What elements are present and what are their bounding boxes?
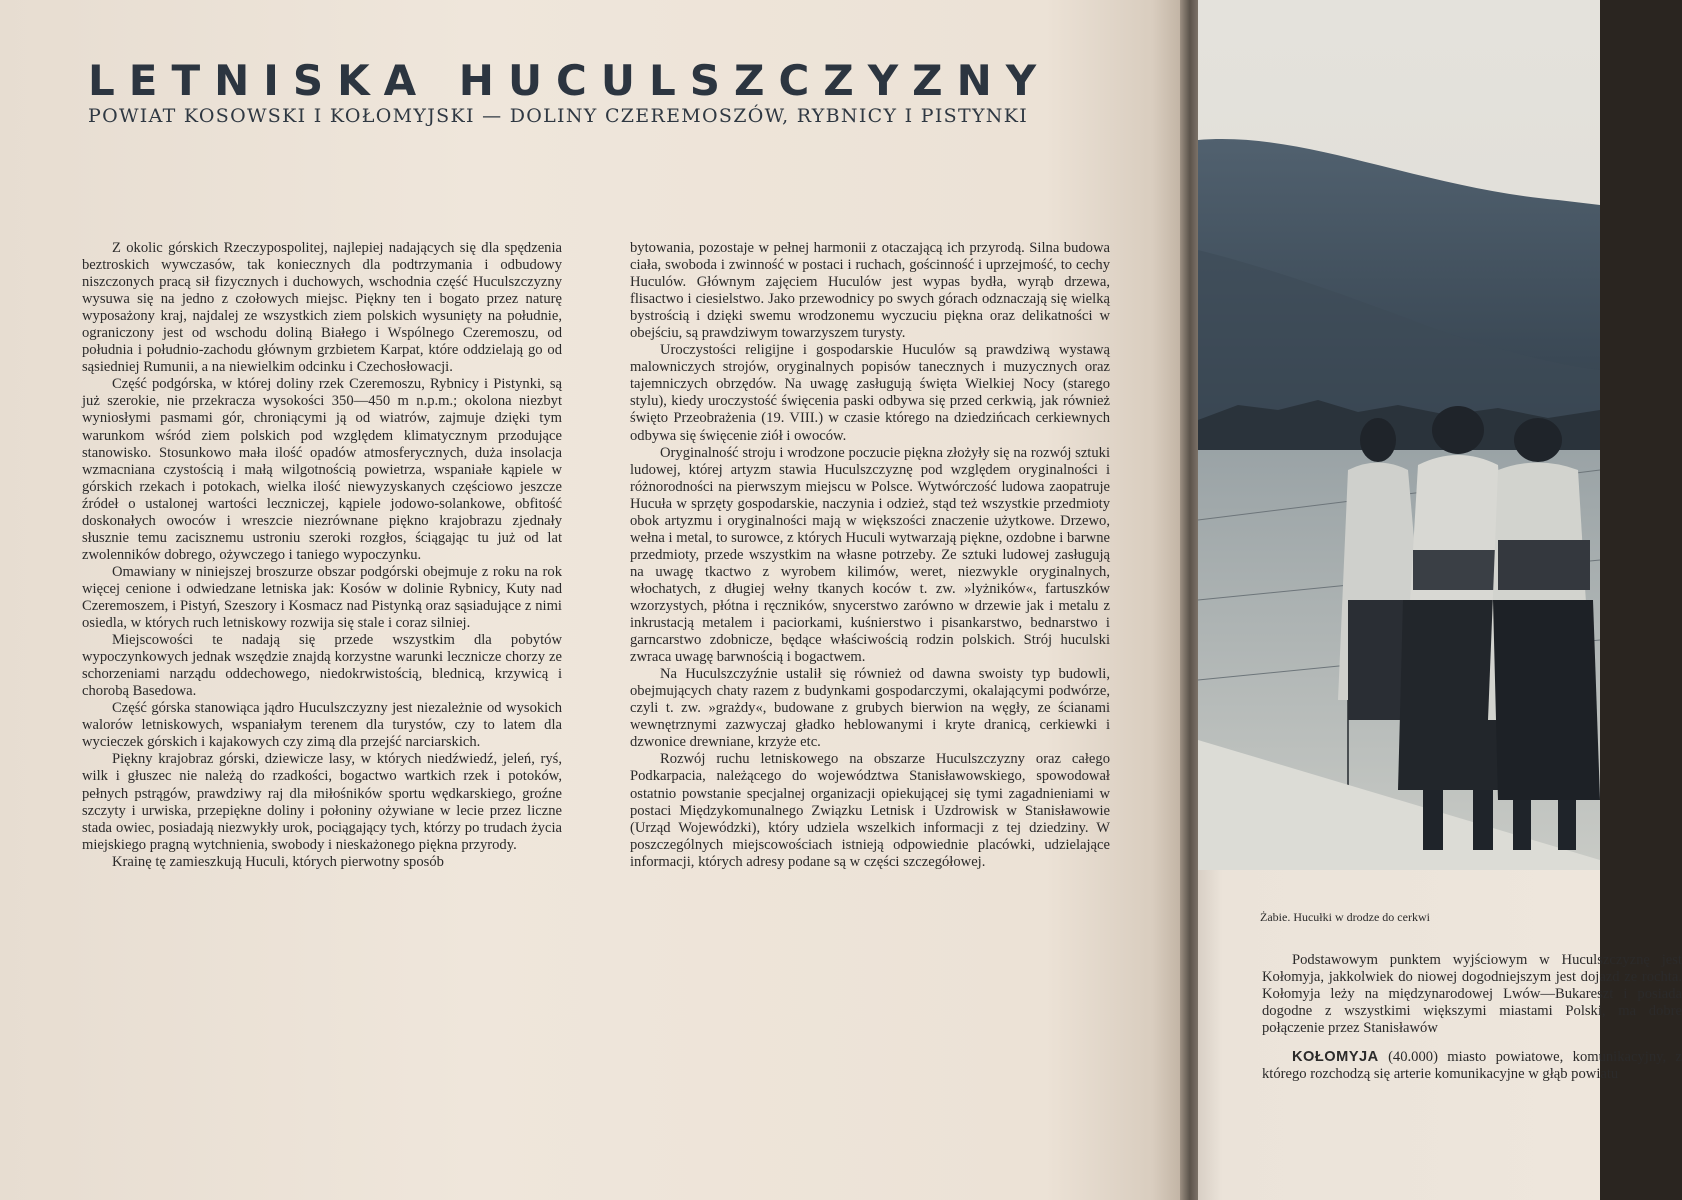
photo-hutsul-women <box>1198 0 1600 870</box>
paragraph: Część górska stanowiąca jądro Huculszczyzny jest niezależnie od wysokich walorów letniskowych, wspaniałym terenem dla turystów, czy to latem dla wycieczek górskich i kajakowych czy zimą dla przejść narciarskich. <box>82 700 562 751</box>
paragraph: Uroczystości religijne i gospodarskie Huculów są prawdziwą wystawą malowniczych strojów, oryginalnych popisów tanecznych i muzycznych oraz tajemniczych obrzędów. Na uwagę zasługują święta Wielkiej Nocy (starego stylu), kiedy uroczystość święcenia paski odbywa się przed cerkwią, jak również święto Przeobrażenia (19. VIII.) w czasie którego na dziedzińcach cerkiewnych odbywa się święcenie ziół i owoców. <box>630 342 1110 444</box>
paragraph: Omawiany w niniejszej broszurze obszar podgórski obejmuje z roku na rok więcej cenione i odwiedzane letniska jak: Kosów w dolinie Rybnicy, Kuty nad Czeremoszem, i Pistyń, Szeszory i Kosmacz nad Pistynką oraz sąsiadujące z nimi osiedla, w których ruch letniskowy rozwija się stale i coraz silniej. <box>82 563 562 632</box>
kolomyja-paragraph <box>1262 1049 1682 1083</box>
kolomyja-heading: KOŁOMYJA <box>1292 1049 1379 1066</box>
photo-caption: Żabie. Hucułki w drodze do cerkwi <box>1260 910 1430 924</box>
kolomyja-text: (40.000) miasto powiatowe, komunikacyjny, z którego rozchodzą się arterie komunikacyjne w głąb powiatu <box>1262 1049 1682 1083</box>
paragraph: Część podgórska, w której doliny rzek Czeremoszu, Rybnicy i Pistynki, są już szerokie, nie przekracza wysokości 350—450 m n.p.m.; okolona niezbyt wyniosłymi pasmami gór, chroniącymi ją od wiatrów, zajmuje dzięki tym warunkom wśród ziem polskich pod względem klimatycznym przodujące stanowisko. Stosunkowo mała ilość opadów atmosferycznych, duża insolacja wzmacniana czystością i małą wilgotnością powietrza, wspaniałe kąpiele w górskich rzekach i potokach, wielka ilość niewyzyskanych częściowo jeszcze źródeł o ustalonej wartości leczniczej, kąpiele jodowo-solankowe, obfitość doskonałych owoców i wreszcie niezrównane piękno krajobrazu zjednały słusznie temu zacisznemu ustroniu szeroki rozgłos, ściągając tu już od lat zwolenników dobrego, ożywczego i taniego wypoczynku. <box>82 376 562 563</box>
paragraph: Oryginalność stroju i wrodzone poczucie piękna złożyły się na rozwój sztuki ludowej, której artyzm stawia Huculszczyznę pod względem oryginalności i różnorodności na pierwszym miejscu w Polsce. Wytwórczość ludowa zaopatruje Hucuła w sprzęty gospodarskie, naczynia i odzież, stąd też wszystkie przedmioty obok artyzmu i oryginalności mają w większości znaczenie użytkowe. Drzewo, wełna i metal, to surowce, z których Huculi wytwarzają piękne, ozdobne i barwne przedmioty, przede wszystkim na własne potrzeby. Ze sztuki ludowej zasługują na uwagę tkactwo z wyrobem kilimów, weret, niezwykle oryginalnych, włochatych, z długiej wełny tkanych koców t. zw. »lyżników«, fartuszków wzorzystych, płótna i ręczników, snycerstwo zarówno w drzewie jak i metalu z inkrustacją metalem i paciorkami, kuśnierstwo i pisankarstwo, bednarstwo i garncarstwo zdobnicze, będące właściwością rodzin polskich. Strój huculski zwraca uwagę barwnością i bogactwem. <box>630 444 1110 666</box>
paragraph: Podstawowym punktem wyjściowym w Huculszczyznę jest Kołomyja, jakkolwiek do niowej dogodniejszym jest dojazd ze rochta. Kołomyja leży na międzynarodowej Lwów—Bukareszt i posiada dogodne z wszystkimi większymi miastami Polski, ma dobre połączenie przez Stanisławów <box>1262 952 1682 1037</box>
paragraph: Krainę tę zamieszkują Huculi, których pierwotny sposób <box>112 853 444 870</box>
paragraph: Rozwój ruchu letniskowego na obszarze Huculszczyzny oraz całego Podkarpacia, należącego do województwa Stanisławowskiego, spowodował ostatnio powstanie specjalnej organizacji opiekującej się tymi zagadnieniami w postaci Międzykomunalnego Związku Letnisk i Uzdrowisk w Stanisławowie (Urząd Wojewódzki), który udziela wszelkich informacji z tej dziedziny. W poszczególnych miejscowościach istnieją odpowiednie placówki, udzielające informacji, których adresy podane są w części szczegółowej. <box>630 751 1110 870</box>
paragraph: Z okolic górskich Rzeczypospolitej, najlepiej nadających się dla spędzenia beztroskich wywczasów, tak koniecznych dla podtrzymania i odbudowy niszczonych pracą sił fizycznych i duchowych, wschodnia część Huculszczyzny wysuwa się na jedno z czołowych miejsc. Piękny ten i bogato przez naturę wyposażony kraj, najdalej ze wszystkich ziem polskich wysunięty na południe, ograniczony jest od wschodu doliną Białego i Wspólnego Czeremoszu, od południa i południo-zachodu głównym grzbietem Karpat, które oddzielają go od sąsiedniej Rumunii, a na niewielkim odcinku i Czechosłowacji. <box>82 240 562 376</box>
right-page <box>1198 0 1682 1200</box>
paragraph: Piękny krajobraz górski, dziewicze lasy, w których niedźwiedź, jeleń, ryś, wilk i głuszec nie należą do rzadkości, bogactwo wartkich rzek i potoków, pełnych pstrągów, prawdziwy raj dla miłośników sportu wędkarskiego, groźne szczyty i urwiska, przepiękne doliny i połoniny ożywiane w lecie przez liczne stada owiec, posiadają niezwykły urok, pociągający tych, którzy po trudach życia miejskiego pragną wytchnienia, swobody i nieskażonego piękna przyrody. <box>82 751 562 853</box>
right-text-column <box>1262 952 1682 1083</box>
paragraph: Miejscowości te nadają się przede wszystkim dla pobytów wypoczynkowych jednak wszędzie znajdą korzystne warunki lecznicze chorzy ze schorzeniami narządu oddechowego, niedokrwistością, blednicą, krzywicą i chorobą Basedowa. <box>82 632 562 700</box>
page-subtitle: POWIAT KOSOWSKI I KOŁOMYJSKI — DOLINY CZEREMOSZÓW, RYBNICY I PISTYNKI <box>88 105 1029 127</box>
paragraph-continued: bytowania, pozostaje w pełnej harmonii z otaczającą ich przyrodą. Silna budowa ciała, swoboda i zwinność w postaci i ruchach, gościnność i uprzejmość, to cechy Huculów. Głównym zajęciem Huculów jest wypas bydła, wyrąb drzewa, flisactwo i ciesielstwo. Jako przewodnicy po swych górach odznaczają się wielką bystrością i dzięki swemu wrodzonemu wyczuciu piękna oraz delikatności w obejściu, są prawdziwym towarzyszem turysty. <box>630 240 1110 342</box>
paragraph: Na Huculszczyźnie ustalił się również od dawna swoisty typ budowli, obejmujących chaty razem z budynkami gospodarczymi, okalającymi podwórze, czyli t. zw. »grażdy«, budowane z grubych bierwion na węgły, ze ścianami wewnętrznymi zazwyczaj gładko heblowanymi i kryte dranicą, cerkiewki i dzwonice drewniane, krzyże etc. <box>630 666 1110 751</box>
text-column-1 <box>82 240 562 871</box>
text-column-2 <box>630 240 1110 871</box>
page-title: LETNISKA HUCULSZCZYZNY <box>88 56 1051 105</box>
